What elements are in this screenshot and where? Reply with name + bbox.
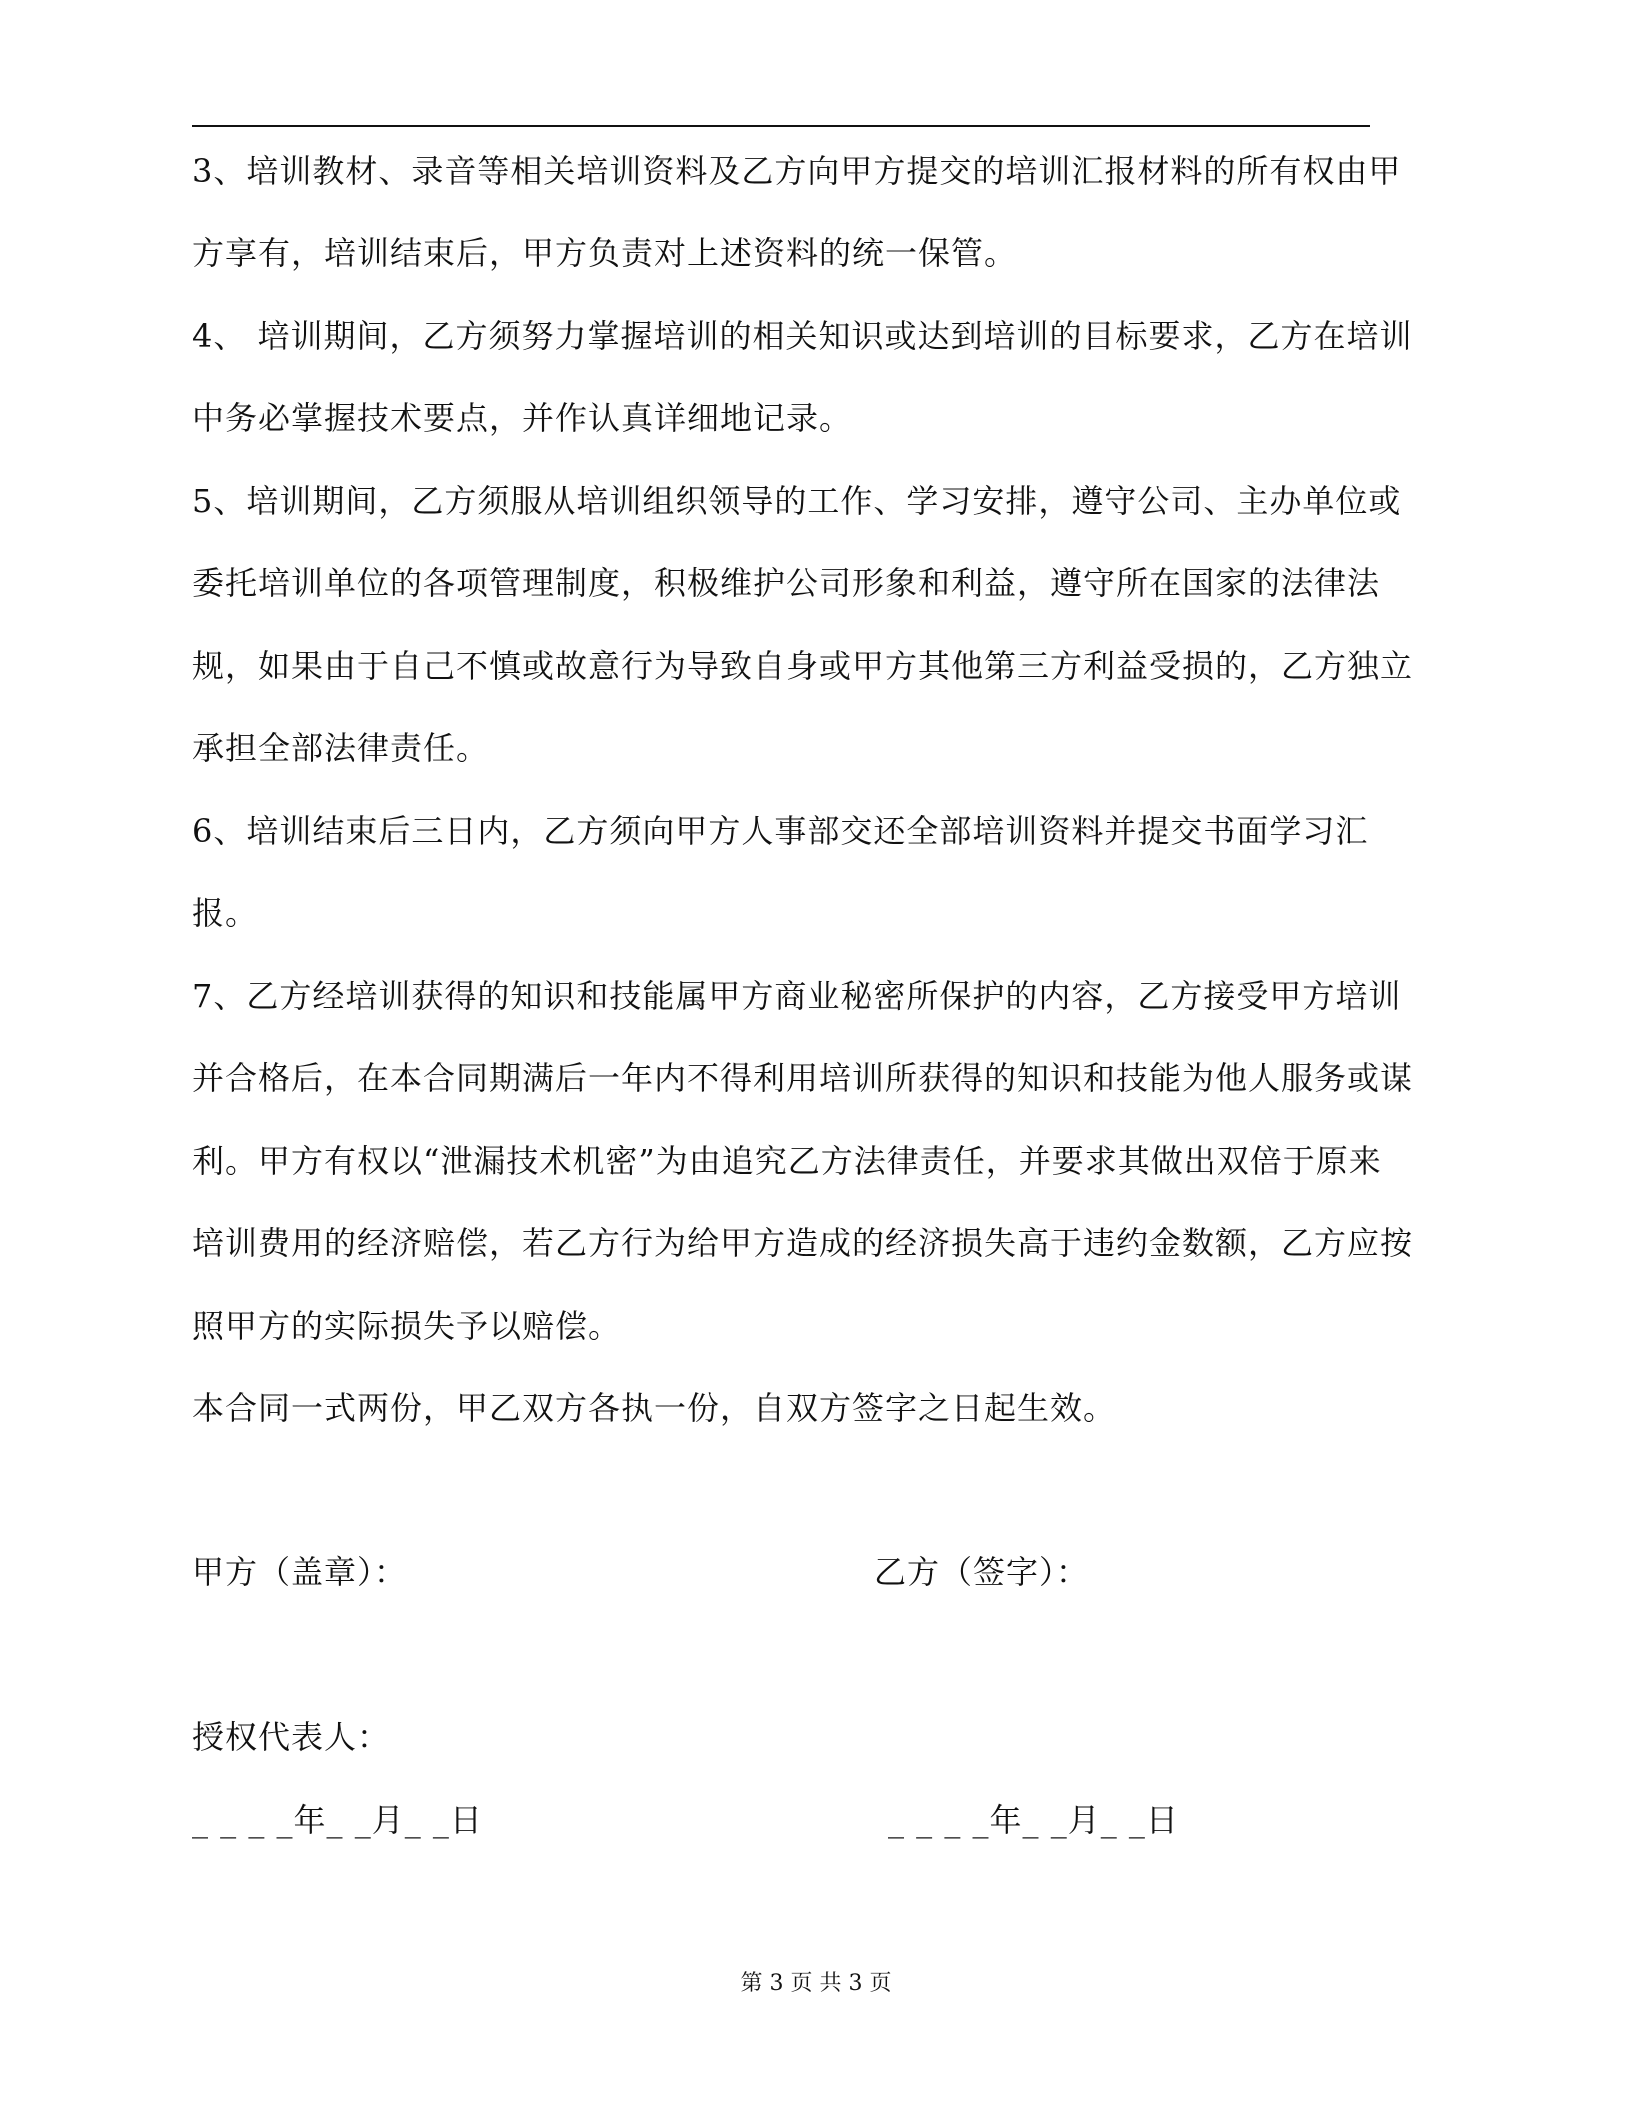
body-line: 规，如果由于自己不慎或故意行为导致自身或甲方其他第三方利益受损的，乙方独立 — [192, 647, 1414, 685]
party-b-date: _ _ _ _年_ _月_ _日 — [888, 1801, 1179, 1839]
body-line: 5、培训期间，乙方须服从培训组织领导的工作、学习安排，遵守公司、主办单位或 — [192, 482, 1402, 520]
body-line: 方享有，培训结束后，甲方负责对上述资料的统一保管。 — [192, 234, 1018, 272]
body-line: 3、培训教材、录音等相关培训资料及乙方向甲方提交的培训汇报材料的所有权由甲 — [192, 152, 1402, 190]
body-line: 委托培训单位的各项管理制度，积极维护公司形象和利益，遵守所在国家的法律法 — [192, 564, 1381, 602]
party-b-label: 乙方（签字）： — [874, 1553, 1090, 1591]
party-a-date: _ _ _ _年_ _月_ _日 — [192, 1801, 483, 1839]
body-line: 中务必掌握技术要点，并作认真详细地记录。 — [192, 399, 853, 437]
representative-label: 授权代表人： — [192, 1718, 391, 1756]
party-a-label: 甲方（盖章）： — [192, 1553, 408, 1591]
body-line: 本合同一式两份，甲乙双方各执一份，自双方签字之日起生效。 — [192, 1389, 1117, 1427]
body-line: 培训费用的经济赔偿，若乙方行为给甲方造成的经济损失高于违约金数额，乙方应按 — [192, 1224, 1414, 1262]
header-rule — [192, 125, 1370, 127]
body-line: 7、乙方经培训获得的知识和技能属甲方商业秘密所保护的内容，乙方接受甲方培训 — [192, 977, 1402, 1015]
body-line: 照甲方的实际损失予以赔偿。 — [192, 1307, 622, 1345]
body-line: 4、 培训期间，乙方须努力掌握培训的相关知识或达到培训的目标要求，乙方在培训 — [192, 317, 1413, 355]
body-line: 利。甲方有权以“泄漏技术机密”为由追究乙方法律责任，并要求其做出双倍于原来 — [192, 1142, 1382, 1180]
body-line: 承担全部法律责任。 — [192, 729, 490, 767]
body-line: 6、培训结束后三日内，乙方须向甲方人事部交还全部培训资料并提交书面学习汇 — [192, 812, 1369, 850]
body-line: 报。 — [192, 894, 259, 932]
page-number: 第 3 页 共 3 页 — [740, 1971, 892, 1996]
body-line: 并合格后，在本合同期满后一年内不得利用培训所获得的知识和技能为他人服务或谋 — [192, 1059, 1414, 1097]
